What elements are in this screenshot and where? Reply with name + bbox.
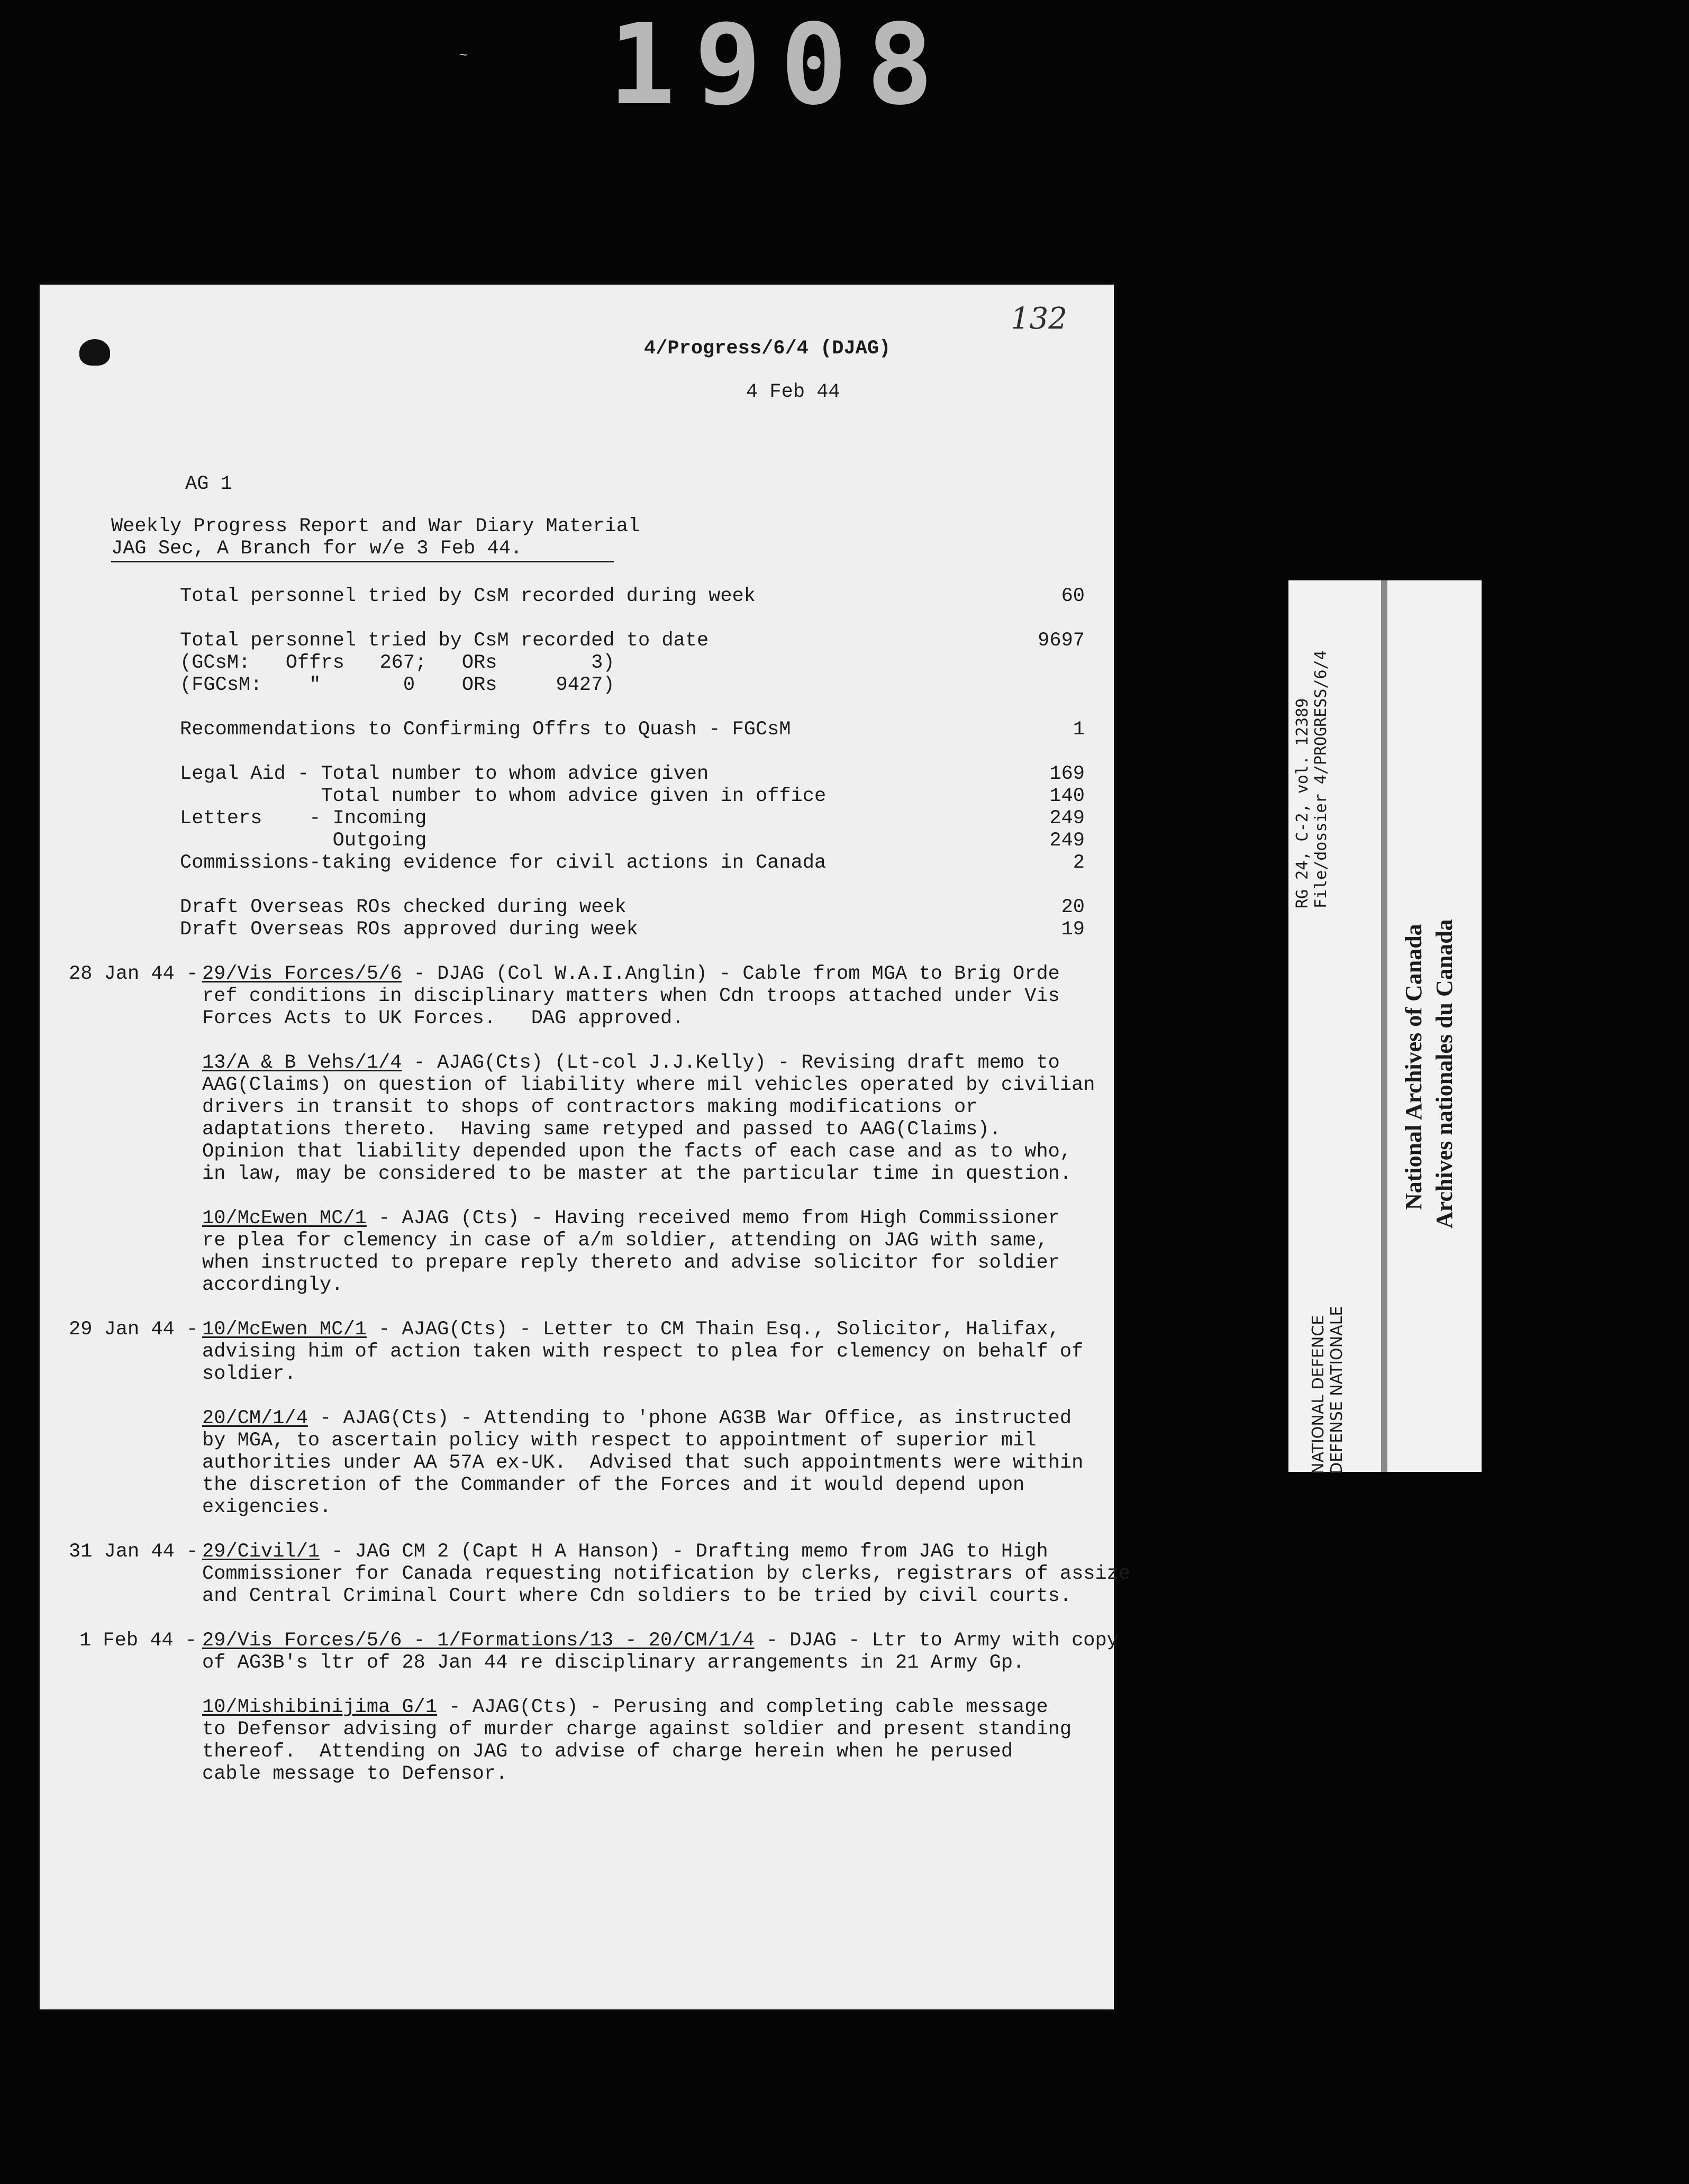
stat-value: 140 xyxy=(1049,785,1085,807)
label-divider xyxy=(1381,580,1387,1472)
entry-date: 28 Jan 44 - xyxy=(69,963,198,985)
entry-text: adaptations thereto. Having same retyped and passed to AAG(Claims). xyxy=(202,1118,1001,1141)
entry-text: of AG3B's ltr of 28 Jan 44 re disciplinary arrangements in 21 Army Gp. xyxy=(202,1652,1025,1674)
entry-text: authorities under AA 57A ex-UK. Advised that such appointments were within xyxy=(202,1452,1084,1474)
stat-label: Total personnel tried by CsM recorded during week xyxy=(180,585,756,607)
entry-text: the discretion of the Commander of the Forces and it would depend upon xyxy=(202,1474,1025,1496)
stat-label: Legal Aid - Total number to whom advice given xyxy=(180,763,709,785)
entry-text: Forces Acts to UK Forces. DAG approved. xyxy=(202,1007,684,1030)
stat-label: Total personnel tried by CsM recorded to date xyxy=(180,630,709,652)
entry-text: soldier. xyxy=(202,1363,296,1385)
title-underline xyxy=(111,561,614,562)
file-reference: 4/Progress/6/4 (DJAG) xyxy=(644,338,891,360)
stat-value: 9697 xyxy=(1038,630,1085,652)
entry-text: - AJAG(Cts) - Letter to CM Thain Esq., Solicitor, Halifax, xyxy=(366,1318,1060,1341)
stat-value: 60 xyxy=(1061,585,1085,607)
entry-file-ref: 20/CM/1/4 xyxy=(202,1407,308,1430)
entry-text: by MGA, to ascertain policy with respect to appointment of superior mil xyxy=(202,1430,1037,1452)
stat-label: Commissions-taking evidence for civil actions in Canada xyxy=(180,852,827,874)
entry-file-ref: 10/Mishibinijima G/1 xyxy=(202,1696,438,1718)
entry-text: Opinion that liability depended upon the facts of each case and as to who, xyxy=(202,1141,1072,1163)
stat-label: Recommendations to Confirming Offrs to Quash - FGCsM xyxy=(180,718,791,741)
entry-text: - AJAG(Cts) - Perusing and completing cable message xyxy=(437,1696,1048,1718)
film-mark: ~ xyxy=(459,48,468,63)
entry-text: - AJAG (Cts) - Having received memo from High Commissioner xyxy=(366,1207,1060,1230)
entry-text: drivers in transit to shops of contractors making modifications or xyxy=(202,1096,978,1118)
stat-label: (GCsM: Offrs 267; ORs 3) xyxy=(180,652,615,674)
archive-reference-line2: File/dossier 4/PROGRESS/6/4 xyxy=(1312,650,1330,908)
archive-reference-line1: RG 24, C-2, vol. 12389 xyxy=(1293,698,1312,908)
entry-text: cable message to Defensor. xyxy=(202,1763,508,1785)
document-page xyxy=(40,285,1131,2009)
entry-text: advising him of action taken with respect to plea for clemency on behalf of xyxy=(202,1341,1084,1363)
entry-date: 29 Jan 44 - xyxy=(69,1318,198,1341)
entry-text: AAG(Claims) on question of liability where mil vehicles operated by civilian xyxy=(202,1074,1095,1096)
department-name-en: NATIONAL DEFENCE xyxy=(1309,1315,1328,1475)
entry-text: accordingly. xyxy=(202,1274,343,1296)
entry-text: - DJAG - Ltr to Army with copy xyxy=(754,1630,1119,1652)
entry-file-ref: 29/Civil/1 xyxy=(202,1541,320,1563)
entry-file-ref: 29/Vis Forces/5/6 - 1/Formations/13 - 20/CM/1/4 xyxy=(202,1630,755,1652)
entry-text: thereof. Attending on JAG to advise of charge herein when he perused xyxy=(202,1741,1013,1763)
film-frame-number: 1908 xyxy=(609,0,952,130)
entry-file-ref: 13/A & B Vehs/1/4 xyxy=(202,1052,402,1074)
punch-hole-icon xyxy=(79,339,110,366)
entry-date: 1 Feb 44 - xyxy=(79,1630,197,1652)
archives-name-fr: Archives nationales du Canada xyxy=(1431,919,1457,1229)
entry-text: - AJAG(Cts) - Attending to 'phone AG3B War Office, as instructed xyxy=(307,1407,1072,1430)
entry-text: and Central Criminal Court where Cdn soldiers to be tried by civil courts. xyxy=(202,1585,1072,1607)
stats-block xyxy=(180,585,1085,945)
entry-file-ref: 10/McEwen MC/1 xyxy=(202,1318,367,1341)
stat-value: 2 xyxy=(1073,852,1085,874)
entry-file-ref: 10/McEwen MC/1 xyxy=(202,1207,367,1230)
report-title: Weekly Progress Report and War Diary Material xyxy=(111,515,640,538)
addressee: AG 1 xyxy=(185,473,232,495)
stat-value: 1 xyxy=(1073,718,1085,741)
entry-text: re plea for clemency in case of a/m soldier, attending on JAG with same, xyxy=(202,1230,1048,1252)
entry-text: exigencies. xyxy=(202,1496,332,1518)
document-date: 4 Feb 44 xyxy=(746,381,840,403)
stat-value: 20 xyxy=(1061,896,1085,918)
stat-value: 249 xyxy=(1049,807,1085,830)
stat-value: 249 xyxy=(1049,830,1085,852)
archives-name-en: National Archives of Canada xyxy=(1401,924,1427,1210)
entry-text: in law, may be considered to be master at the particular time in question. xyxy=(202,1163,1072,1185)
entry-text: - AJAG(Cts) (Lt-col J.J.Kelly) - Revising draft memo to xyxy=(402,1052,1060,1074)
entry-text: - DJAG (Col W.A.I.Anglin) - Cable from MGA to Brig Orde xyxy=(402,963,1060,985)
folio-number: 132 xyxy=(1011,302,1067,336)
stat-label: Draft Overseas ROs approved during week xyxy=(180,918,638,941)
entry-text: Commissioner for Canada requesting notification by clerks, registrars of assize xyxy=(202,1563,1131,1585)
department-name-fr: DEFENSE NATIONALE xyxy=(1328,1306,1346,1475)
stat-value: 169 xyxy=(1049,763,1085,785)
report-subtitle: JAG Sec, A Branch for w/e 3 Feb 44. xyxy=(111,538,523,560)
stat-value: 19 xyxy=(1061,918,1085,941)
stat-label: (FGCsM: " 0 ORs 9427) xyxy=(180,674,615,696)
stat-label: Letters - Incoming xyxy=(180,807,427,830)
archive-label xyxy=(1288,580,1482,1475)
stat-label: Total number to whom advice given in office xyxy=(180,785,827,807)
stat-label: Outgoing xyxy=(180,830,427,852)
entry-text: ref conditions in disciplinary matters when Cdn troops attached under Vis xyxy=(202,985,1060,1007)
entry-text: when instructed to prepare reply thereto and advise solicitor for soldier xyxy=(202,1252,1060,1274)
stat-label: Draft Overseas ROs checked during week xyxy=(180,896,626,918)
entry-file-ref: 29/Vis Forces/5/6 xyxy=(202,963,402,985)
entry-date: 31 Jan 44 - xyxy=(69,1541,198,1563)
entry-text: - JAG CM 2 (Capt H A Hanson) - Drafting memo from JAG to High xyxy=(320,1541,1048,1563)
entry-text: to Defensor advising of murder charge against soldier and present standing xyxy=(202,1718,1072,1741)
